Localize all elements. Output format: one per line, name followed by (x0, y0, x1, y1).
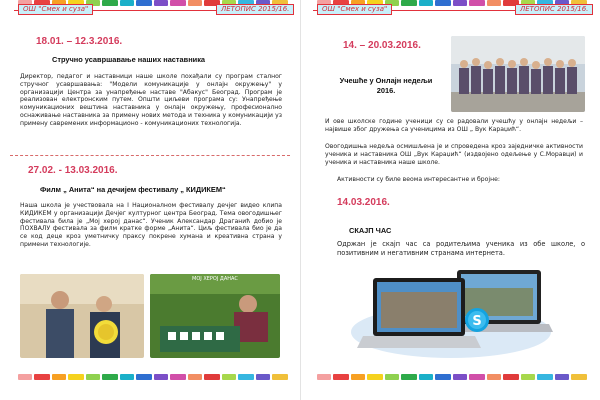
color-band-segment (154, 0, 168, 6)
section-text: Одржан је скајп час са родитељима ученика из обе школе, о позитивним и негативним странама интернета. (337, 240, 585, 257)
color-band-segment (571, 374, 587, 380)
color-band-segment (537, 374, 553, 380)
section-date: 18.01. – 12.3.2016. (36, 36, 123, 47)
color-band-bottom-left (18, 374, 290, 380)
color-band-segment (170, 0, 186, 6)
color-band-segment (469, 374, 485, 380)
color-band-segment (204, 374, 220, 380)
color-band-segment (487, 374, 501, 380)
section-date: 27.02. - 13.03.2016. (28, 165, 118, 176)
color-band-segment (469, 0, 485, 6)
header-chronicle-tag: ЛЕТОПИС 2015/16. (216, 4, 294, 15)
section-text: Активности су биле веома интересантне и бројне: (337, 176, 500, 183)
photo-award-winners (20, 274, 144, 358)
section-date: 14.03.2016. (337, 197, 390, 208)
photo-group-students (451, 36, 585, 112)
photo-workshop (150, 274, 280, 358)
color-band-segment (68, 374, 84, 380)
color-band-segment (188, 374, 202, 380)
color-band-segment (401, 0, 417, 6)
color-band-segment (503, 374, 519, 380)
color-band-segment (136, 374, 152, 380)
color-band-segment (367, 374, 383, 380)
section-divider (10, 155, 290, 156)
section-title: Учешће у Онлајн недељи 2016. (339, 76, 433, 95)
color-band-segment (487, 0, 501, 6)
color-band-segment (170, 374, 186, 380)
color-band-bottom-right (317, 374, 589, 380)
color-band-segment (188, 0, 202, 6)
section-title: Стручно усавршавање наших наставника (52, 55, 206, 64)
photo-skype-laptops (349, 262, 553, 362)
color-band-segment (272, 374, 288, 380)
color-band-segment (419, 374, 433, 380)
color-band-segment (453, 374, 467, 380)
color-band-segment (102, 374, 118, 380)
color-band-segment (401, 374, 417, 380)
color-band-segment (238, 374, 254, 380)
color-band-segment (351, 374, 365, 380)
color-band-segment (317, 374, 331, 380)
color-band-segment (333, 374, 349, 380)
color-band-segment (435, 374, 451, 380)
color-band-segment (555, 374, 569, 380)
color-band-segment (385, 374, 399, 380)
color-band-segment (18, 374, 32, 380)
color-band-segment (154, 374, 168, 380)
right-page (300, 0, 600, 400)
section-text: Наша школа је учествовала на I Националном фестивалу дечјег видео клипа КИДИКЕМ у организацији Дечјег културног центра Београд. Тема овогодишњег фестивала била је „Мој херој данас“. Ученик Александар Драганић добио је ПОХВАЛУ фестивала за филм кратке форме „Анита“. Циљ фестивала био је да се код деце кроз уметничку праксу покрене хумана и креативна страна у примени технологије. (20, 202, 282, 248)
section-text: Овогодишња недеља осмишљена је и спроведена кроз заједничке активности ученика и наставника ОШ „Вук Караџић“ (издвојено одељење у С.Моравци) и ученика и наставника наше школе. (325, 143, 583, 166)
color-band-segment (86, 374, 100, 380)
header-school-tag: ОШ "Смех и суза" (317, 4, 392, 15)
color-band-segment (102, 0, 118, 6)
color-band-segment (120, 374, 134, 380)
color-band-segment (453, 0, 467, 6)
color-band-segment (419, 0, 433, 6)
header-chronicle-tag: ЛЕТОПИС 2015/16. (515, 4, 593, 15)
color-band-segment (435, 0, 451, 6)
color-band-segment (521, 374, 535, 380)
color-band-segment (34, 374, 50, 380)
section-title: Филм „ Анита“ на дечијем фестивалу „ КИДИКЕМ“ (40, 185, 226, 194)
header-school-tag: ОШ "Смех и суза" (18, 4, 93, 15)
color-band-segment (52, 374, 66, 380)
color-band-segment (120, 0, 134, 6)
photo-caption: МОЈ ХЕРОЈ ДАНАС (192, 276, 238, 282)
section-text: Директор, педагог и наставници наше школе похађали су програм сталног стручног усавршавања: "Модели комуникације у онлајн окружењу" у организацији Центра за унапређење наставе "Абакус" Београд. Програм је реализован електронским путем. Општи циљеви програма су: Унапређење комуникационих вештина наставника у онлајн окружењу, професионално оснаживање наставника за примену нових метода и техника у комуникацији уз примену савремених информационо - комуникационих технологија. (20, 73, 282, 127)
color-band-segment (256, 374, 270, 380)
section-title: СКАЈП ЧАС (349, 226, 392, 235)
svg-text:S: S (472, 314, 482, 329)
section-date: 14. – 20.03.2016. (343, 40, 421, 51)
color-band-segment (136, 0, 152, 6)
section-text: И ове школске године ученици су се радовали учешћу у онлајн недељи – највише због дружења са ученицима из ОШ „ Вук Караџић“. (325, 118, 583, 133)
color-band-segment (222, 374, 236, 380)
